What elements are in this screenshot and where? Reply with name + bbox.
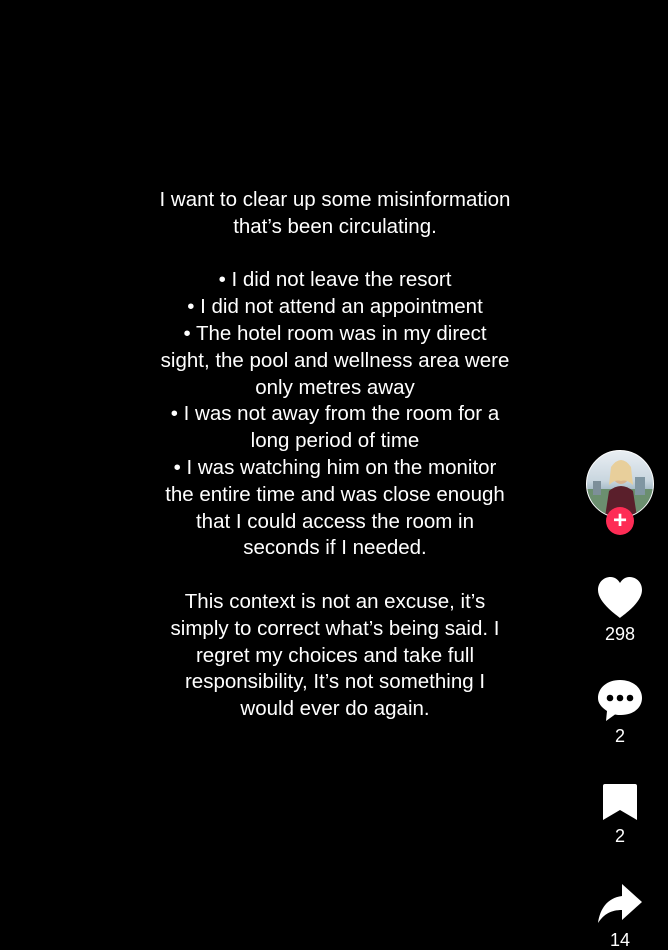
post-text-line: • I did not attend an appointment [187,295,483,319]
like-button[interactable] [584,576,656,644]
bookmark-icon [596,782,644,822]
save-count: 2 [614,826,625,846]
comment-button[interactable] [584,678,656,746]
post-text-line: that’s been circulating. [233,214,437,238]
post-text-line: • The hotel room was in my direct [183,321,487,345]
post-text-line: simply to correct what’s being said. I [170,616,500,640]
post-text-line: only metres away [255,375,415,399]
post-text-line: regret my choices and take full [195,643,475,667]
post-text-line: that I could access the room in [195,509,475,533]
like-count: 298 [604,624,636,644]
post-text-line: This context is not an excuse, it’s [184,589,486,613]
post-text-line: • I did not leave the resort [218,268,452,292]
post-text-line: I want to clear up some misinformation [159,188,511,211]
comment-count: 2 [614,726,625,746]
share-button[interactable] [584,882,656,950]
post-text-line: sight, the pool and wellness area were [160,348,510,372]
creator-avatar-group [586,450,654,534]
paragraph-gap [110,562,560,589]
post-text-line: responsibility, It’s not something I [184,670,486,694]
share-icon [596,882,644,926]
post-text-line: long period of time [250,429,420,453]
post-text-overlay [110,187,560,723]
save-button[interactable] [584,782,656,846]
comment-icon [596,678,644,722]
follow-button[interactable]: + [606,507,634,535]
share-count: 14 [609,930,631,950]
post-text-line: seconds if I needed. [243,536,427,560]
heart-icon [596,576,644,620]
post-text-line: would ever do again. [240,697,430,721]
post-text-line: • I was not away from the room for a [170,402,500,426]
paragraph-gap [110,241,560,268]
post-text-line: the entire time and was close enough [165,482,505,506]
post-text-line: • I was watching him on the monitor [173,455,497,479]
